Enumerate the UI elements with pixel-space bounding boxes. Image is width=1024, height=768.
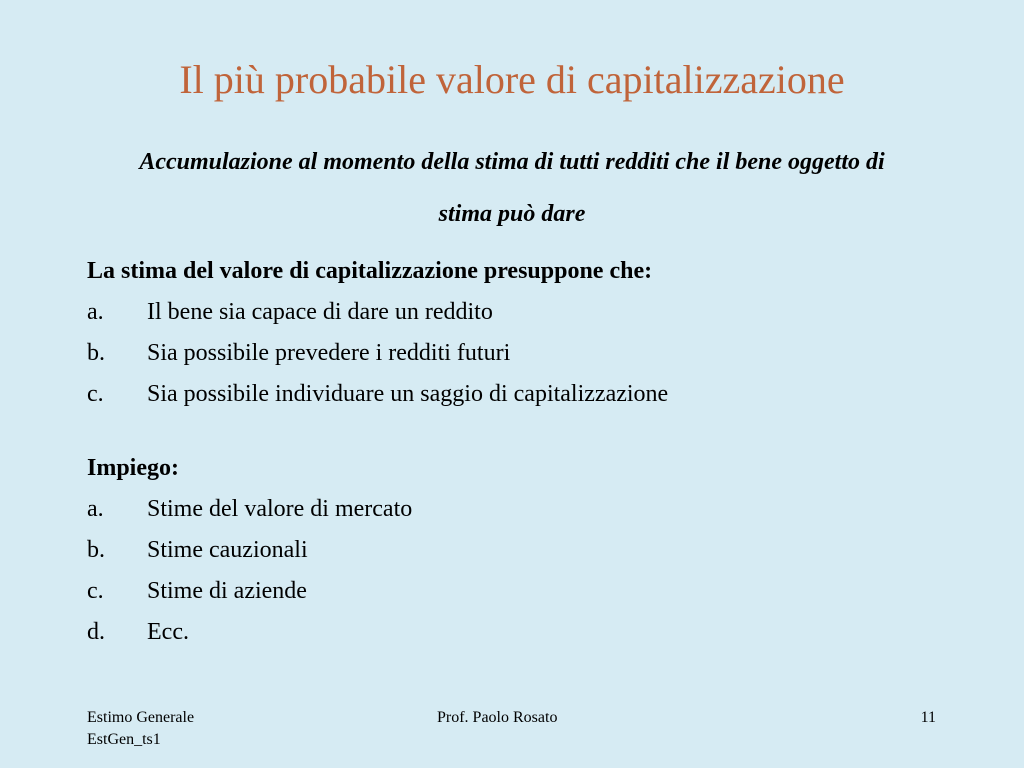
section-heading: La stima del valore di capitalizzazione presuppone che:: [87, 258, 653, 284]
list-item: [87, 530, 937, 571]
list-marker: c.: [87, 578, 104, 604]
section-heading: Impiego:: [87, 455, 179, 481]
list-item: [87, 571, 937, 612]
list-item-text: Ecc.: [147, 619, 189, 645]
footer-course-name: Estimo Generale: [87, 709, 195, 726]
footer-course: [87, 707, 194, 751]
slide-title: Il più probabile valore di capitalizzazione: [179, 57, 845, 102]
list-marker: d.: [87, 619, 105, 645]
list-item: [87, 374, 937, 415]
list-item-text: Stime di aziende: [147, 578, 307, 604]
list-marker: c.: [87, 381, 104, 407]
uses-list: [87, 489, 937, 653]
slide-subtitle: Accumulazione al momento della stima di tutti redditi che il bene oggetto di stima può dare: [139, 149, 885, 227]
section-uses: [87, 448, 937, 653]
list-marker: b.: [87, 340, 105, 366]
list-item-text: Stime cauzionali: [147, 537, 308, 563]
list-item: [87, 333, 937, 374]
footer-author: Prof. Paolo Rosato: [437, 709, 558, 726]
prerequisites-list: [87, 292, 937, 415]
list-marker: a.: [87, 299, 104, 325]
footer-page-number: 11: [920, 709, 936, 726]
section-prerequisites: [87, 251, 937, 415]
list-item: [87, 292, 937, 333]
list-marker: b.: [87, 537, 105, 563]
footer-course-code: EstGen_ts1: [87, 731, 161, 748]
list-item-text: Il bene sia capace di dare un reddito: [147, 299, 493, 325]
list-item-text: Stime del valore di mercato: [147, 496, 413, 522]
list-item: [87, 489, 937, 530]
list-item: [87, 612, 937, 653]
list-item-text: Sia possibile individuare un saggio di capitalizzazione: [147, 381, 669, 407]
list-marker: a.: [87, 496, 104, 522]
list-item-text: Sia possibile prevedere i redditi futuri: [147, 340, 511, 366]
